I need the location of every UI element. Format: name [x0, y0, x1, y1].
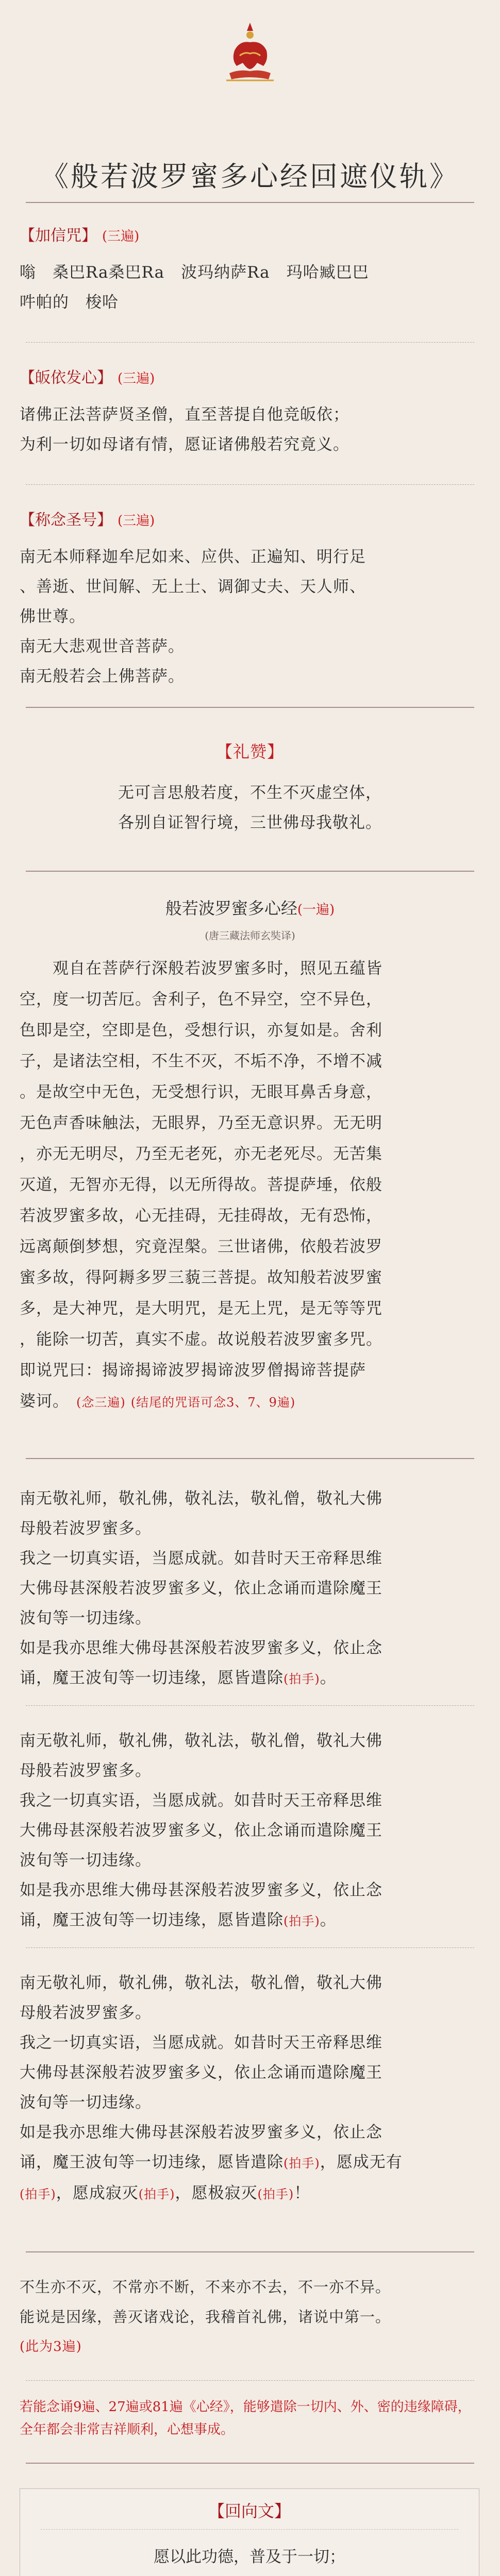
page-title: 《般若波罗蜜多心经回遮仪轨》 [41, 160, 459, 193]
divider [26, 202, 474, 203]
mantra-note: (结尾的咒语可念3、7、9遍) [130, 1395, 296, 1410]
sutra-translator: (唐三藏法师玄奘译) [205, 929, 295, 942]
clap-note: (拍手) [138, 2187, 175, 2201]
section-label-refuge: 【皈依发心】 (三遍) [20, 369, 155, 387]
dedication-box [20, 2488, 479, 2576]
mantra-text: 嗡 桑巴Ra桑巴Ra 波玛纳萨Ra 玛哈臧巴巴 吽帕的 梭哈 [20, 263, 369, 312]
clap-note: (拍手) [284, 1914, 320, 1928]
divider [26, 484, 474, 485]
sutra-title: 般若波罗蜜多心经(一遍) [165, 899, 335, 918]
sutra-count: (一遍) [297, 902, 335, 918]
divider [26, 1705, 474, 1706]
closing-verse: 不生亦不灭，不常亦不断，不来亦不去，不一亦不异。 能说是因缘，善灭诸戏论，我稽首礼佛，诸说中第一。 (此为3遍) [20, 2272, 478, 2362]
divider [26, 2463, 474, 2464]
divider [26, 707, 474, 708]
divider [26, 1458, 474, 1459]
closing-count: (此为3遍) [20, 2339, 82, 2354]
repel-passage-1: 南无敬礼师，敬礼佛，敬礼法，敬礼僧，敬礼大佛 母般若波罗蜜多。 我之一切真实语，当愿成就。如昔时天王帝释思维 大佛母甚深般若波罗蜜多义，依止念诵而遣除魔王 波旬等一切违缘。 如是我亦思维大佛母甚深般若波罗蜜多义，依止念 诵，魔王波旬等一切违缘，愿皆遣除(拍手)。 [20, 1489, 382, 1687]
dedication-text: 愿以此功德，普及于一切； [154, 2548, 345, 2566]
clap-note: (拍手) [20, 2187, 56, 2201]
mantra-count: (念三遍) [76, 1395, 126, 1410]
section-count: (三遍) [118, 371, 155, 386]
refuge-text: 诸佛正法菩萨贤圣僧，直至菩提自他竞皈依； 为利一切如母诸有情，愿证诸佛般若究竟义。 [20, 405, 349, 454]
repel-passage-2: 南无敬礼师，敬礼佛，敬礼法，敬礼僧，敬礼大佛 母般若波罗蜜多。 我之一切真实语，当愿成就。如昔时天王帝释思维 大佛母甚深般若波罗蜜多义，依止念诵而遣除魔王 波旬等一切违缘。 如是我亦思维大佛母甚深般若波罗蜜多义，依止念 诵，魔王波旬等一切违缘，愿皆遣除(拍手)。 [20, 1732, 382, 1929]
section-label-mantra: 【加信咒】 (三遍) [20, 227, 140, 245]
sutra-body: 观自在菩萨行深般若波罗蜜多时，照见五蕴皆 空，度一切苦厄。舍利子，色不异空，空不异色， 色即是空，空即是色，受想行识，亦复如是。舍利 子，是诸法空相，不生不灭，不垢不净，不增不减 。是故空中无色，无受想行识，无眼耳鼻舌身意， 无色声香味触法，无眼界，乃至无意识界。无无明 ，亦无无明尽，乃至无老死，亦无老死尽。无苦集 灭道，无智亦无得，以无所得故。菩提萨埵，依般 若波罗蜜多故，心无挂碍，无挂碍故，无有恐怖， 远离颠倒梦想，究竟涅槃。三世诸佛，依般若波罗 蜜多故，得阿耨多罗三藐三菩提。故知般若波罗蜜 多，是大神咒，是大明咒，是无上咒，是无等等咒 ，能除一切苦，真实不虚。故说般若波罗蜜多咒。 即说咒曰：揭谛揭谛波罗揭谛波罗僧揭谛菩提萨 婆诃。 (念三遍) (结尾的咒语可念3、7、9遍) [20, 959, 382, 1411]
merit-note: 若能念诵9遍、27遍或81遍《心经》，能够遣除一切内、外、密的违缘障碍，全年都会非常吉祥顺利，心想事成。 [20, 2399, 471, 2437]
clap-note: (拍手) [284, 2156, 320, 2171]
praise-title: 【礼赞】 [215, 742, 284, 761]
section-count: (三遍) [118, 513, 155, 529]
divider [26, 1947, 474, 1948]
divider [26, 871, 474, 872]
repel-passage-3: 南无敬礼师，敬礼佛，敬礼法，敬礼僧，敬礼大佛 母般若波罗蜜多。 我之一切真实语，当愿成就。如昔时天王帝释思维 大佛母甚深般若波罗蜜多义，依止念诵而遣除魔王 波旬等一切违缘。 如是我亦思维大佛母甚深般若波罗蜜多义，依止念 诵，魔王波旬等一切违缘，愿皆遣除(拍手)，愿成无有 (拍手)，愿成寂灭(拍手)，愿极寂灭(拍手)！ [20, 1974, 403, 2202]
praise-text: 无可言思般若度，不生不灭虚空体， 各别自证智行境，三世佛母我敬礼。 [118, 784, 382, 832]
clap-note: (拍手) [284, 1672, 320, 1686]
divider [26, 342, 474, 343]
divider [26, 2380, 474, 2381]
holy-names-text: 南无本师释迦牟尼如来、应供、正遍知、明行足 、善逝、世间解、无上士、调御丈夫、天人师、 佛世尊。 南无大悲观世音菩萨。 南无般若会上佛菩萨。 [20, 548, 366, 686]
clap-note: (拍手) [257, 2187, 294, 2201]
section-label-holy-names: 【称念圣号】 (三遍) [20, 511, 155, 529]
section-count: (三遍) [102, 229, 140, 244]
dedication-title: 【回向文】 [41, 2489, 458, 2530]
snow-lion-logo-icon [219, 20, 281, 89]
divider [26, 2251, 474, 2252]
